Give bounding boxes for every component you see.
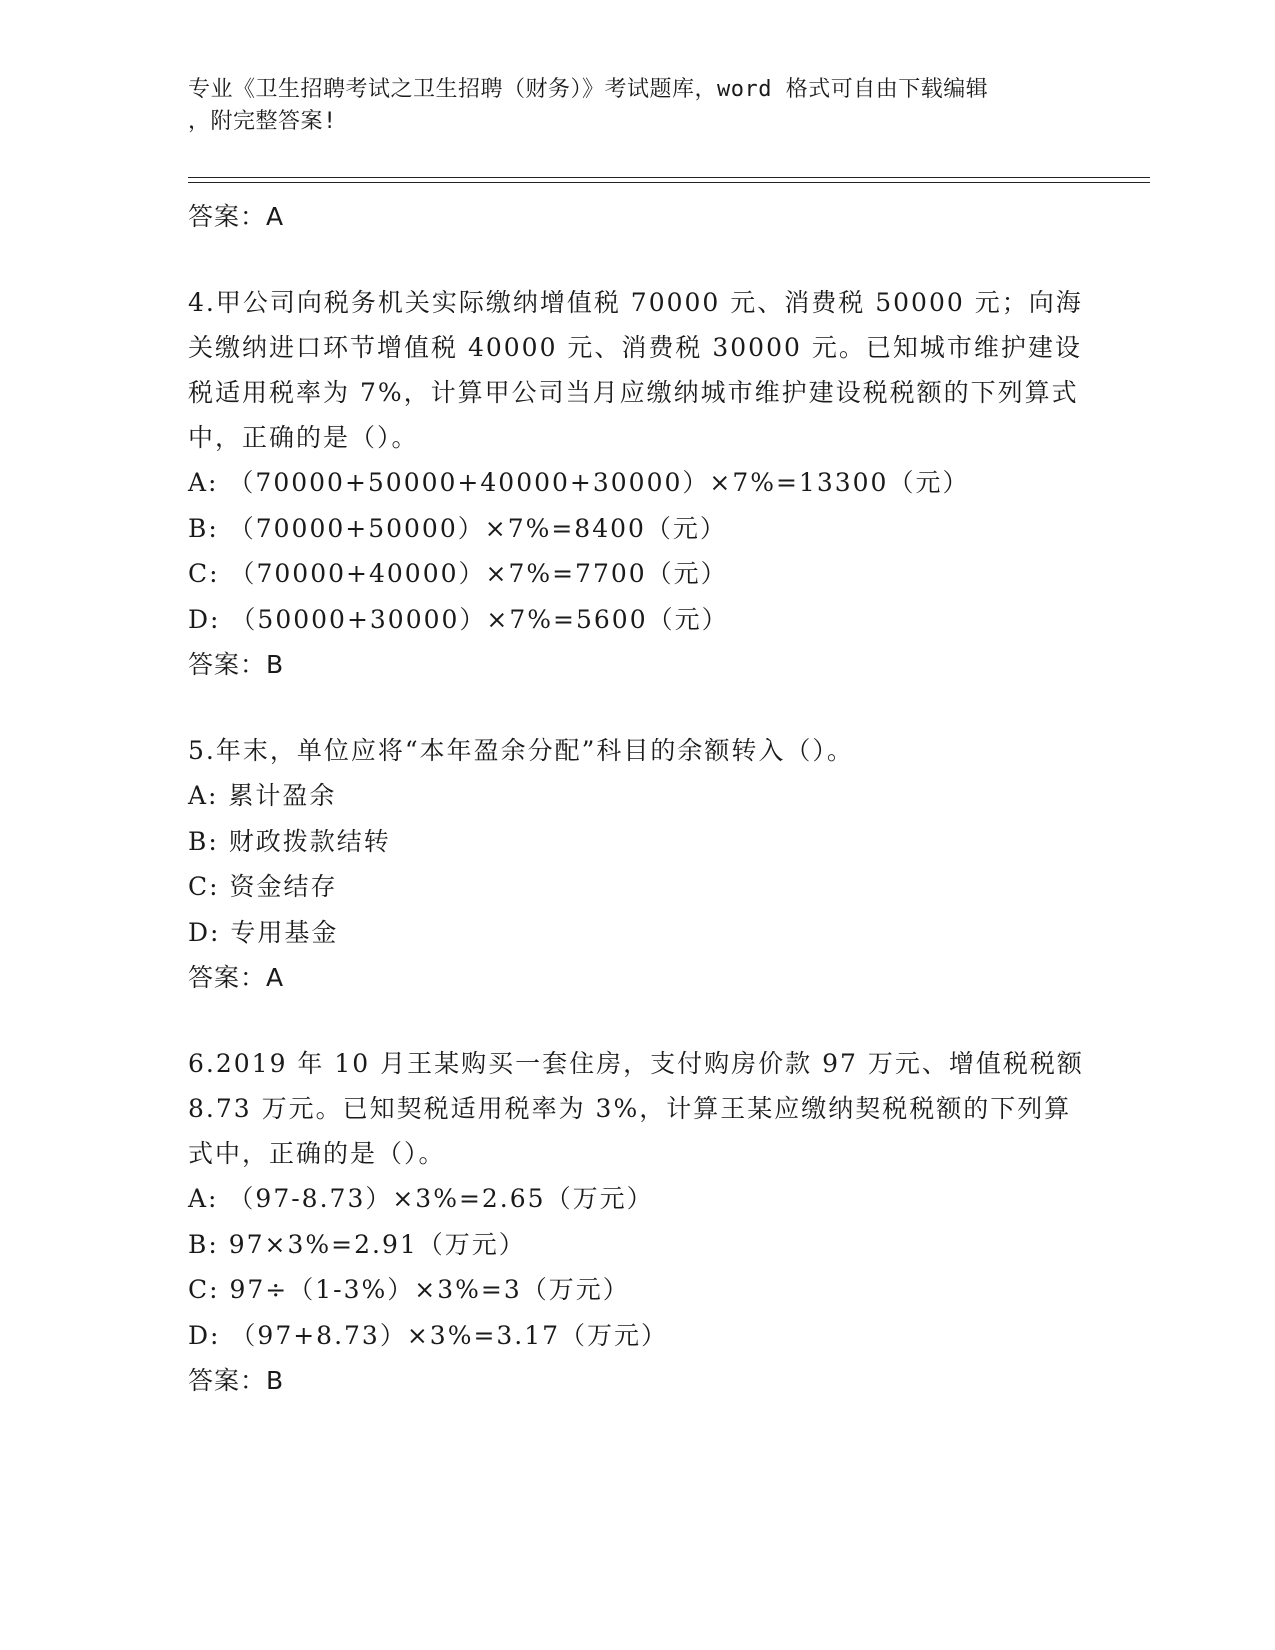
question-text-4: 4.甲公司向税务机关实际缴纳增值税 70000 元、消费税 50000 元；向海关缴纳进口环节增值税 40000 元、消费税 30000 元。已知城市维护建设税适用税率为 7%，计算甲公司当月应缴纳城市维护建设税税额的下列算式中，正确的是（）。	[188, 288, 1083, 452]
spacer	[188, 240, 1088, 280]
option-b: B: 财政拨款结转	[188, 826, 391, 856]
answer-q5: 答案：A	[188, 963, 285, 992]
option-d: D: 专用基金	[188, 917, 339, 947]
spacer	[188, 1001, 1088, 1041]
option-c: C: 97÷（1-3%）×3%=3（万元）	[188, 1275, 630, 1304]
question-list	[188, 194, 1088, 1404]
question-block-4	[188, 280, 1088, 688]
answer-q4: 答案：B	[188, 650, 285, 679]
option-b: B: 97×3%=2.91（万元）	[188, 1229, 526, 1259]
question-block-5	[188, 728, 1088, 1001]
option-c: C: 资金结存	[188, 872, 338, 901]
options-list-6	[188, 1176, 1088, 1358]
option-a: A: （70000+50000+40000+30000）×7%=13300（元）	[188, 468, 970, 497]
spacer	[188, 688, 1088, 728]
options-list-5	[188, 773, 1088, 955]
option-a: A: 累计盈余	[188, 781, 337, 810]
document-header	[188, 74, 1088, 138]
option-b: B: （70000+50000）×7%=8400（元）	[188, 513, 727, 543]
question-text-5: 5.年末，单位应将“本年盈余分配”科目的余额转入（）。	[188, 736, 854, 765]
header-divider-top	[188, 177, 1150, 178]
options-list-4	[188, 460, 1088, 642]
header-line-1: 专业《卫生招聘考试之卫生招聘（财务）》考试题库，word 格式可自由下载编辑	[188, 77, 989, 102]
option-a: A: （97-8.73）×3%=2.65（万元）	[188, 1184, 654, 1213]
question-text-6: 6.2019 年 10 月王某购买一套住房，支付购房价款 97 万元、增值税税额 8.73 万元。已知契税适用税率为 3%，计算王某应缴纳契税税额的下列算式中，正确的是（）。	[188, 1049, 1084, 1168]
header-divider-bottom	[188, 182, 1150, 183]
header-line-2: ，附完整答案!	[188, 109, 337, 134]
option-d: D: （50000+30000）×7%=5600（元）	[188, 604, 729, 634]
option-d: D: （97+8.73）×3%=3.17（万元）	[188, 1320, 669, 1350]
option-c: C: （70000+40000）×7%=7700（元）	[188, 559, 728, 588]
answer-q3: 答案：A	[188, 202, 285, 231]
question-block-6	[188, 1041, 1088, 1404]
answer-q6: 答案：B	[188, 1366, 285, 1395]
